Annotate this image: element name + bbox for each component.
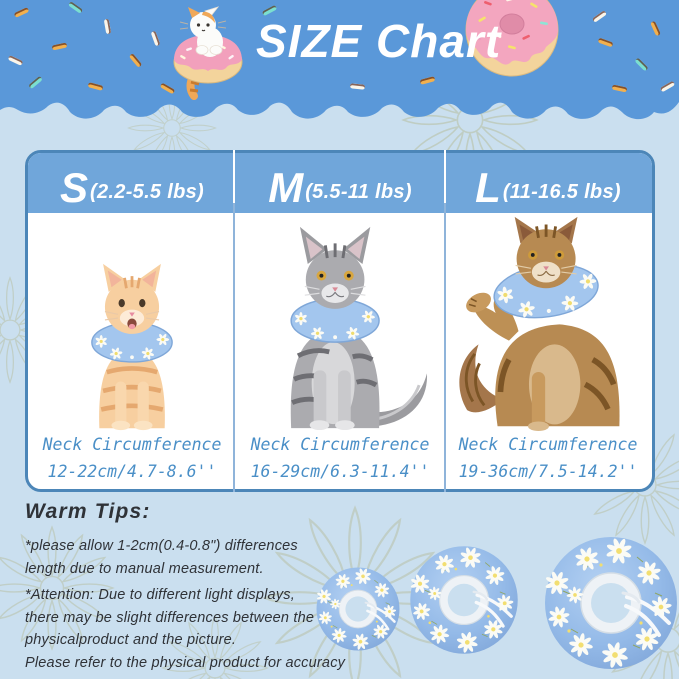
neck-range-m: 16-29cm/6.3-11.4'' [250, 462, 430, 482]
tip-line: *Attention: Due to different light displays, [25, 587, 295, 603]
size-letter-s: S [60, 164, 89, 212]
neck-range-s: 12-22cm/4.7-8.6'' [47, 462, 217, 482]
size-weight-l: (11-16.5 lbs) [502, 181, 621, 203]
size-header-m [236, 153, 444, 213]
table-divider [233, 150, 235, 492]
size-weight-m: (5.5-11 lbs) [305, 181, 412, 203]
size-header-s [28, 153, 236, 213]
cat-in-donut-illustration [158, 4, 258, 100]
product-image-donut-collar-large [541, 533, 679, 673]
size-letter-m: M [268, 164, 304, 212]
tip-line: physicalproduct and the picture. [25, 632, 237, 648]
size-letter-l: L [475, 164, 501, 212]
size-header-l [444, 153, 652, 213]
cat-photo-s [28, 213, 236, 431]
neck-label-l: Neck Circumference [458, 435, 638, 454]
tip-line: Please refer to the physical product for accuracy [25, 654, 346, 671]
size-table [25, 150, 655, 492]
size-column-m [236, 153, 444, 489]
banner-wave-edge [0, 88, 679, 122]
size-column-l [444, 153, 652, 489]
tip-line: length due to manual measurement. [25, 560, 264, 577]
product-image-donut-collar-medium [407, 543, 521, 657]
warm-tips-title: Warm Tips: [25, 500, 151, 523]
product-image-donut-collar-small [314, 565, 402, 653]
tip-line: *please allow 1-2cm(0.4-0.8") differences [25, 538, 298, 554]
warm-tips-section [25, 500, 355, 674]
cat-photo-l [444, 213, 652, 431]
neck-label-s: Neck Circumference [42, 435, 222, 454]
table-divider [444, 150, 446, 492]
cat-photo-m [236, 213, 444, 431]
size-column-s [28, 153, 236, 489]
neck-circumference-m [236, 431, 444, 489]
neck-label-m: Neck Circumference [250, 435, 430, 454]
page-title: SIZE Chart [256, 15, 502, 67]
tip-line: there may be slight differences between the [25, 609, 315, 626]
neck-circumference-s [28, 431, 236, 489]
neck-circumference-l [444, 431, 652, 489]
size-weight-s: (2.2-5.5 lbs) [90, 181, 204, 203]
neck-range-l: 19-36cm/7.5-14.2'' [458, 462, 638, 482]
